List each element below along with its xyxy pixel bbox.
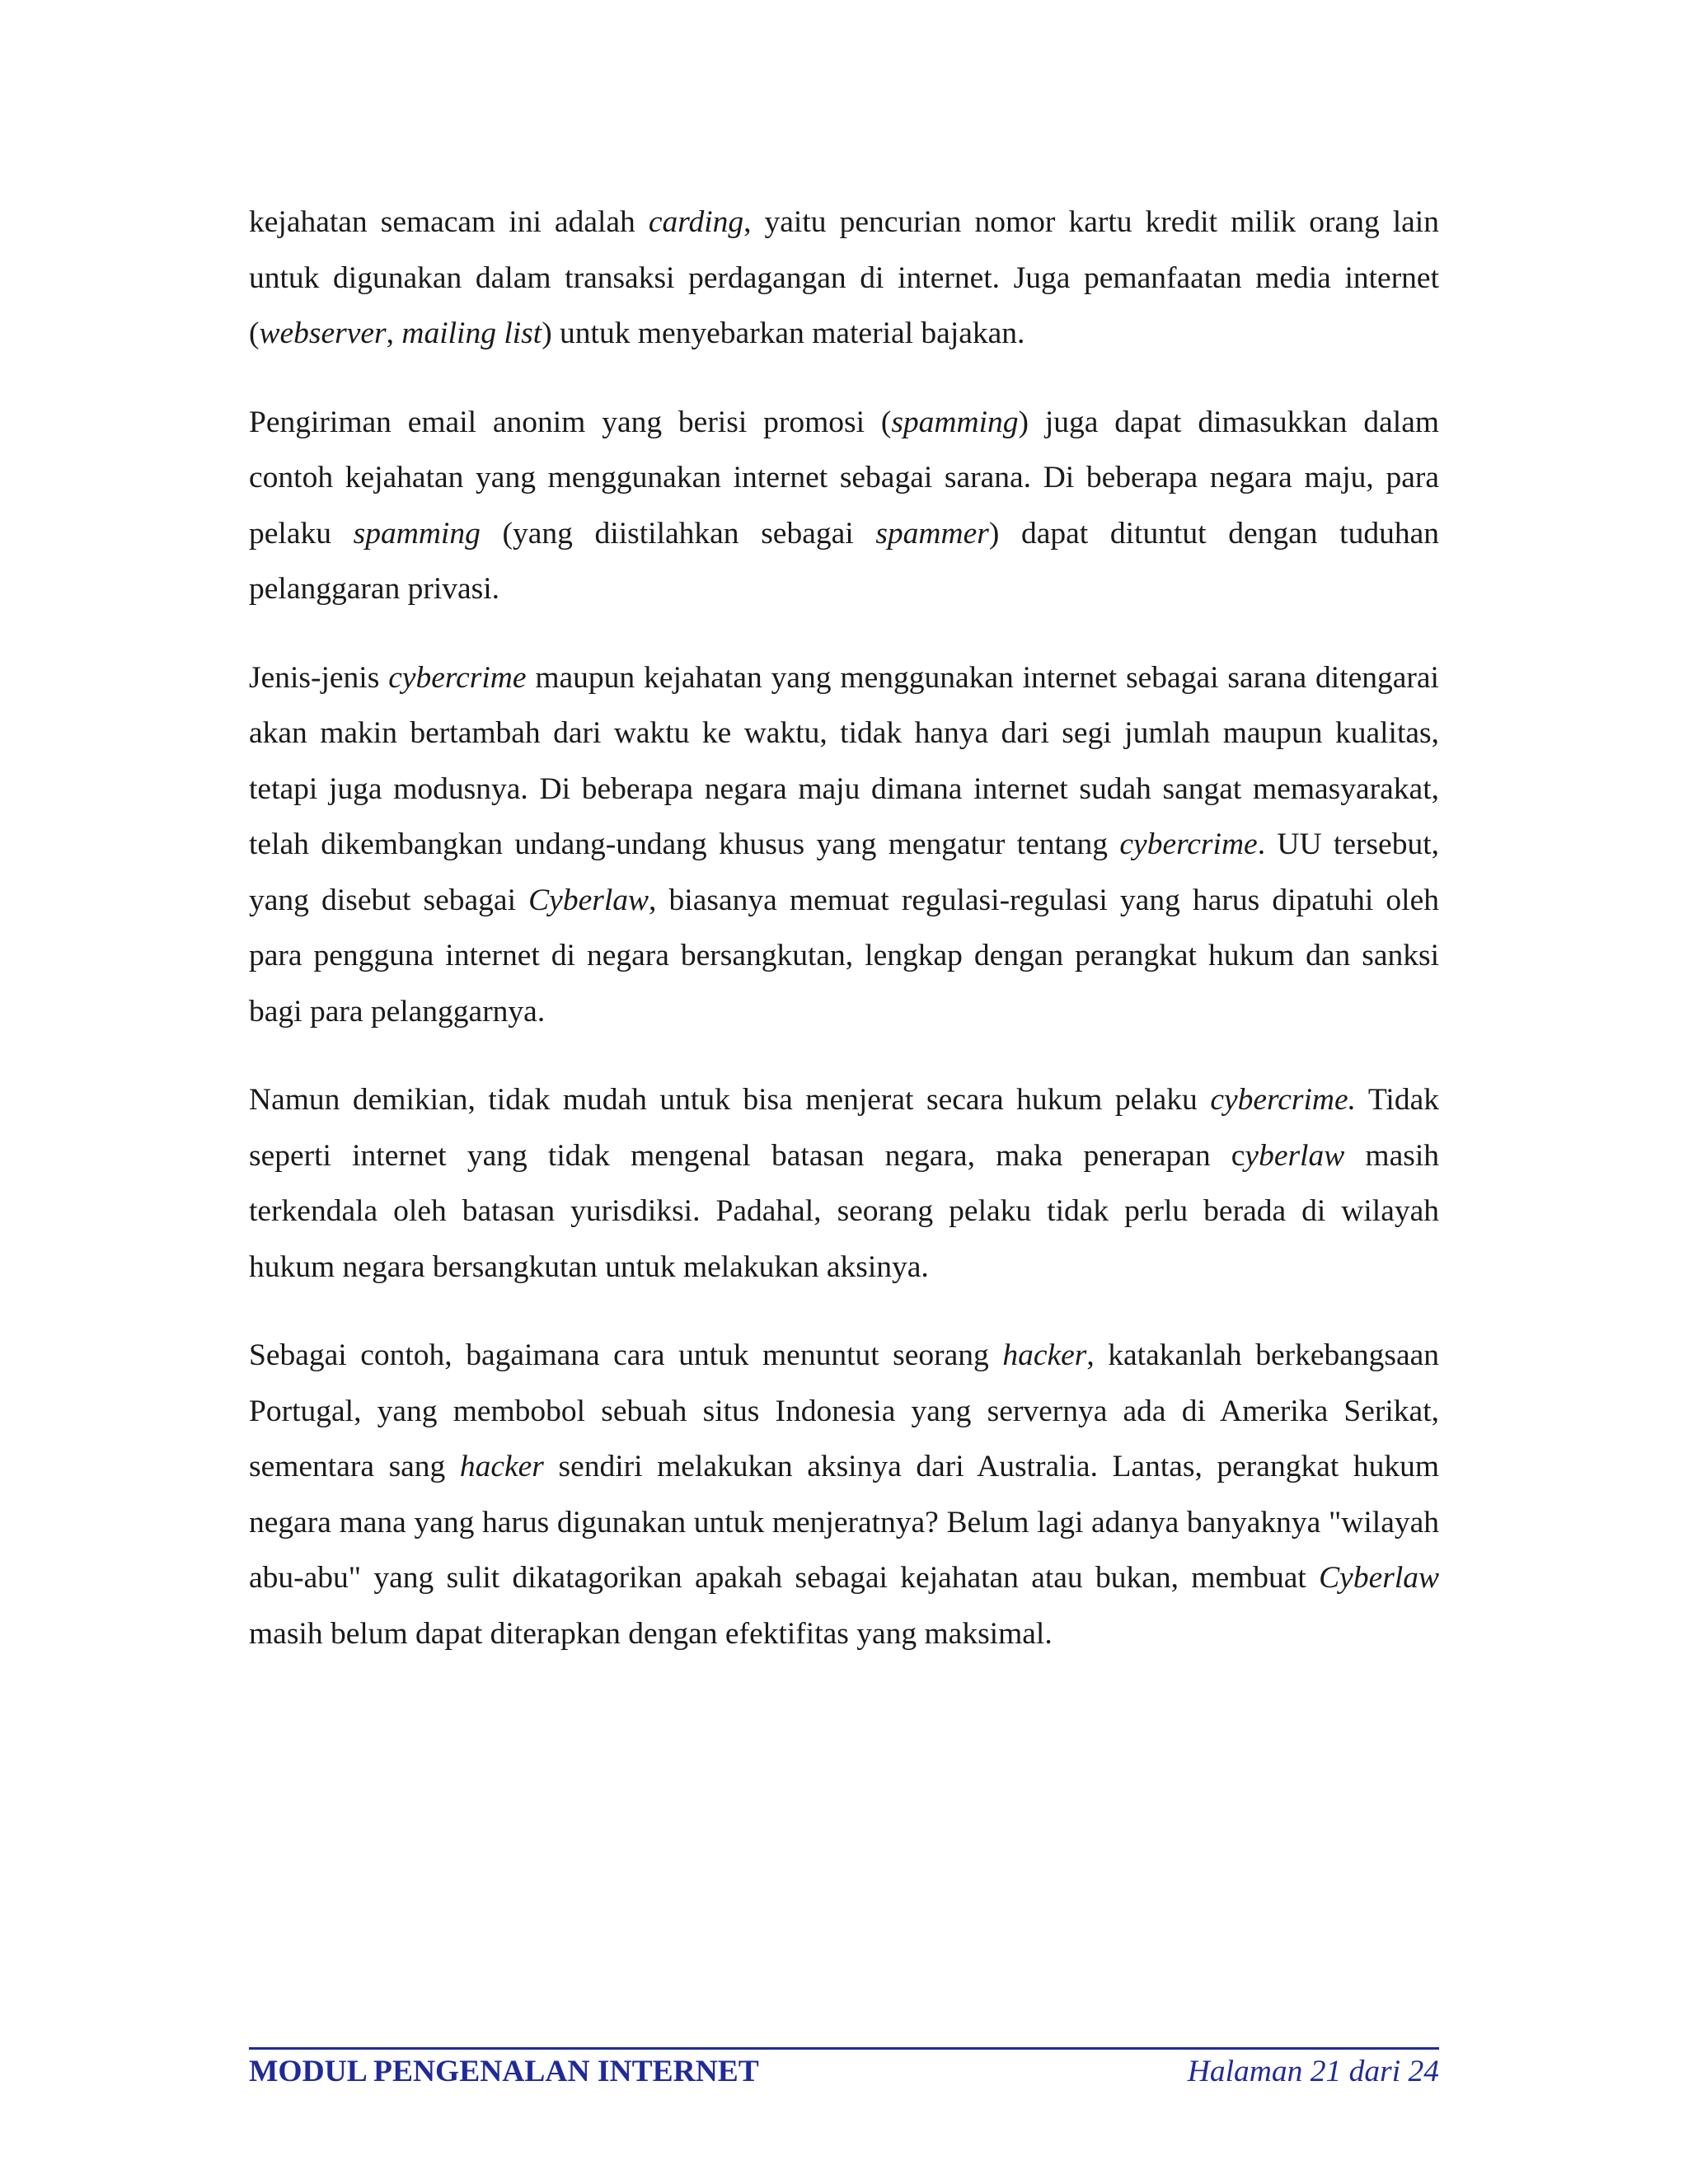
italic-term: mailing list [401, 316, 542, 350]
italic-term: spammer [875, 516, 989, 551]
footer-page-number: Halaman 21 dari 24 [1187, 2054, 1439, 2088]
text-run: Jenis-jenis [249, 660, 389, 695]
text-run: masih terkendala oleh batasan yurisdiksi. Padahal, seorang pelaku tidak perlu berada di wilayah hukum negara bersangkutan untuk melakukan aksinya. [249, 1138, 1440, 1284]
italic-term: Cyberlaw [1319, 1561, 1439, 1595]
italic-term: Cyberlaw [528, 883, 649, 917]
text-run: Namun demikian, tidak mudah untuk bisa menjerat secara hukum pelaku [249, 1083, 1211, 1117]
text-run: Sebagai contoh, bagaimana cara untuk menuntut seorang [249, 1338, 1003, 1372]
document-body [249, 194, 1439, 1694]
paragraph-1 [249, 194, 1439, 362]
text-run: Tidak seperti internet yang tidak mengenal batasan negara, maka penerapan c [249, 1083, 1439, 1173]
text-run: , katakanlah berkebangsaan Portugal, yang membobol sebuah situs Indonesia yang servernya ada di Amerika Serikat, sementara sang [249, 1338, 1439, 1483]
italic-term: cybercrime. [1210, 1083, 1356, 1117]
text-run: , biasanya memuat regulasi-regulasi yang harus dipatuhi oleh para pengguna internet di negara bersangkutan, lengkap dengan perangkat hukum dan sanksi bagi para pelanggarnya. [249, 883, 1439, 1029]
italic-term: spamming [353, 516, 481, 551]
text-run: maupun kejahatan yang menggunakan internet sebagai sarana ditengarai akan makin bertambah dari waktu ke waktu, tidak hanya dari segi jumlah maupun kualitas, tetapi juga modusnya. Di beberapa negara maju dimana internet sudah sangat memasyarakat, telah dikembangkan undang-undang khusus yang mengatur tentang [249, 660, 1439, 861]
italic-term: webserver [259, 316, 387, 350]
italic-term: cybercrime [1119, 827, 1258, 861]
text-run: sendiri melakukan aksinya dari Australia. Lantas, perangkat hukum negara mana yang harus digunakan untuk menjeratnya? Belum lagi adanya banyaknya "wilayah abu-abu" yang sulit dikatagorikan apakah sebagai kejahatan atau bukan, membuat [249, 1450, 1439, 1595]
footer-divider [249, 2047, 1439, 2050]
italic-term: yberlaw [1245, 1138, 1345, 1173]
italic-term: spamming [891, 405, 1019, 439]
italic-term: hacker [1002, 1338, 1087, 1372]
text-run: Pengiriman email anonim yang berisi promosi ( [249, 405, 892, 439]
text-run: (yang diistilahkan sebagai [480, 516, 876, 551]
paragraph-4 [249, 1072, 1439, 1295]
text-run: ) untuk menyebarkan material bajakan. [542, 316, 1025, 350]
text-run: masih belum dapat diterapkan dengan efektifitas yang maksimal. [249, 1616, 1053, 1651]
paragraph-3 [249, 650, 1439, 1040]
text-run: ) juga dapat dimasukkan dalam contoh kejahatan yang menggunakan internet sebagai sarana. Di beberapa negara maju, para pelaku [249, 405, 1440, 551]
text-run: kejahatan semacam ini adalah [249, 205, 649, 239]
paragraph-2 [249, 395, 1439, 617]
text-run: . UU tersebut, yang disebut sebagai [249, 827, 1439, 917]
text-run: , [386, 316, 402, 350]
italic-term: cybercrime [388, 660, 527, 695]
page-footer [249, 2050, 1439, 2092]
footer-module-title: MODUL PENGENALAN INTERNET [249, 2054, 759, 2088]
paragraph-5 [249, 1328, 1439, 1661]
italic-term: hacker [459, 1450, 544, 1483]
text-run: ) dapat dituntut dengan tuduhan pelanggaran privasi. [249, 516, 1439, 606]
text-run: , yaitu pencurian nomor kartu kredit milik orang lain untuk digunakan dalam transaksi perdagangan di internet. Juga pemanfaatan media internet ( [249, 205, 1439, 350]
italic-term: carding [648, 205, 744, 239]
